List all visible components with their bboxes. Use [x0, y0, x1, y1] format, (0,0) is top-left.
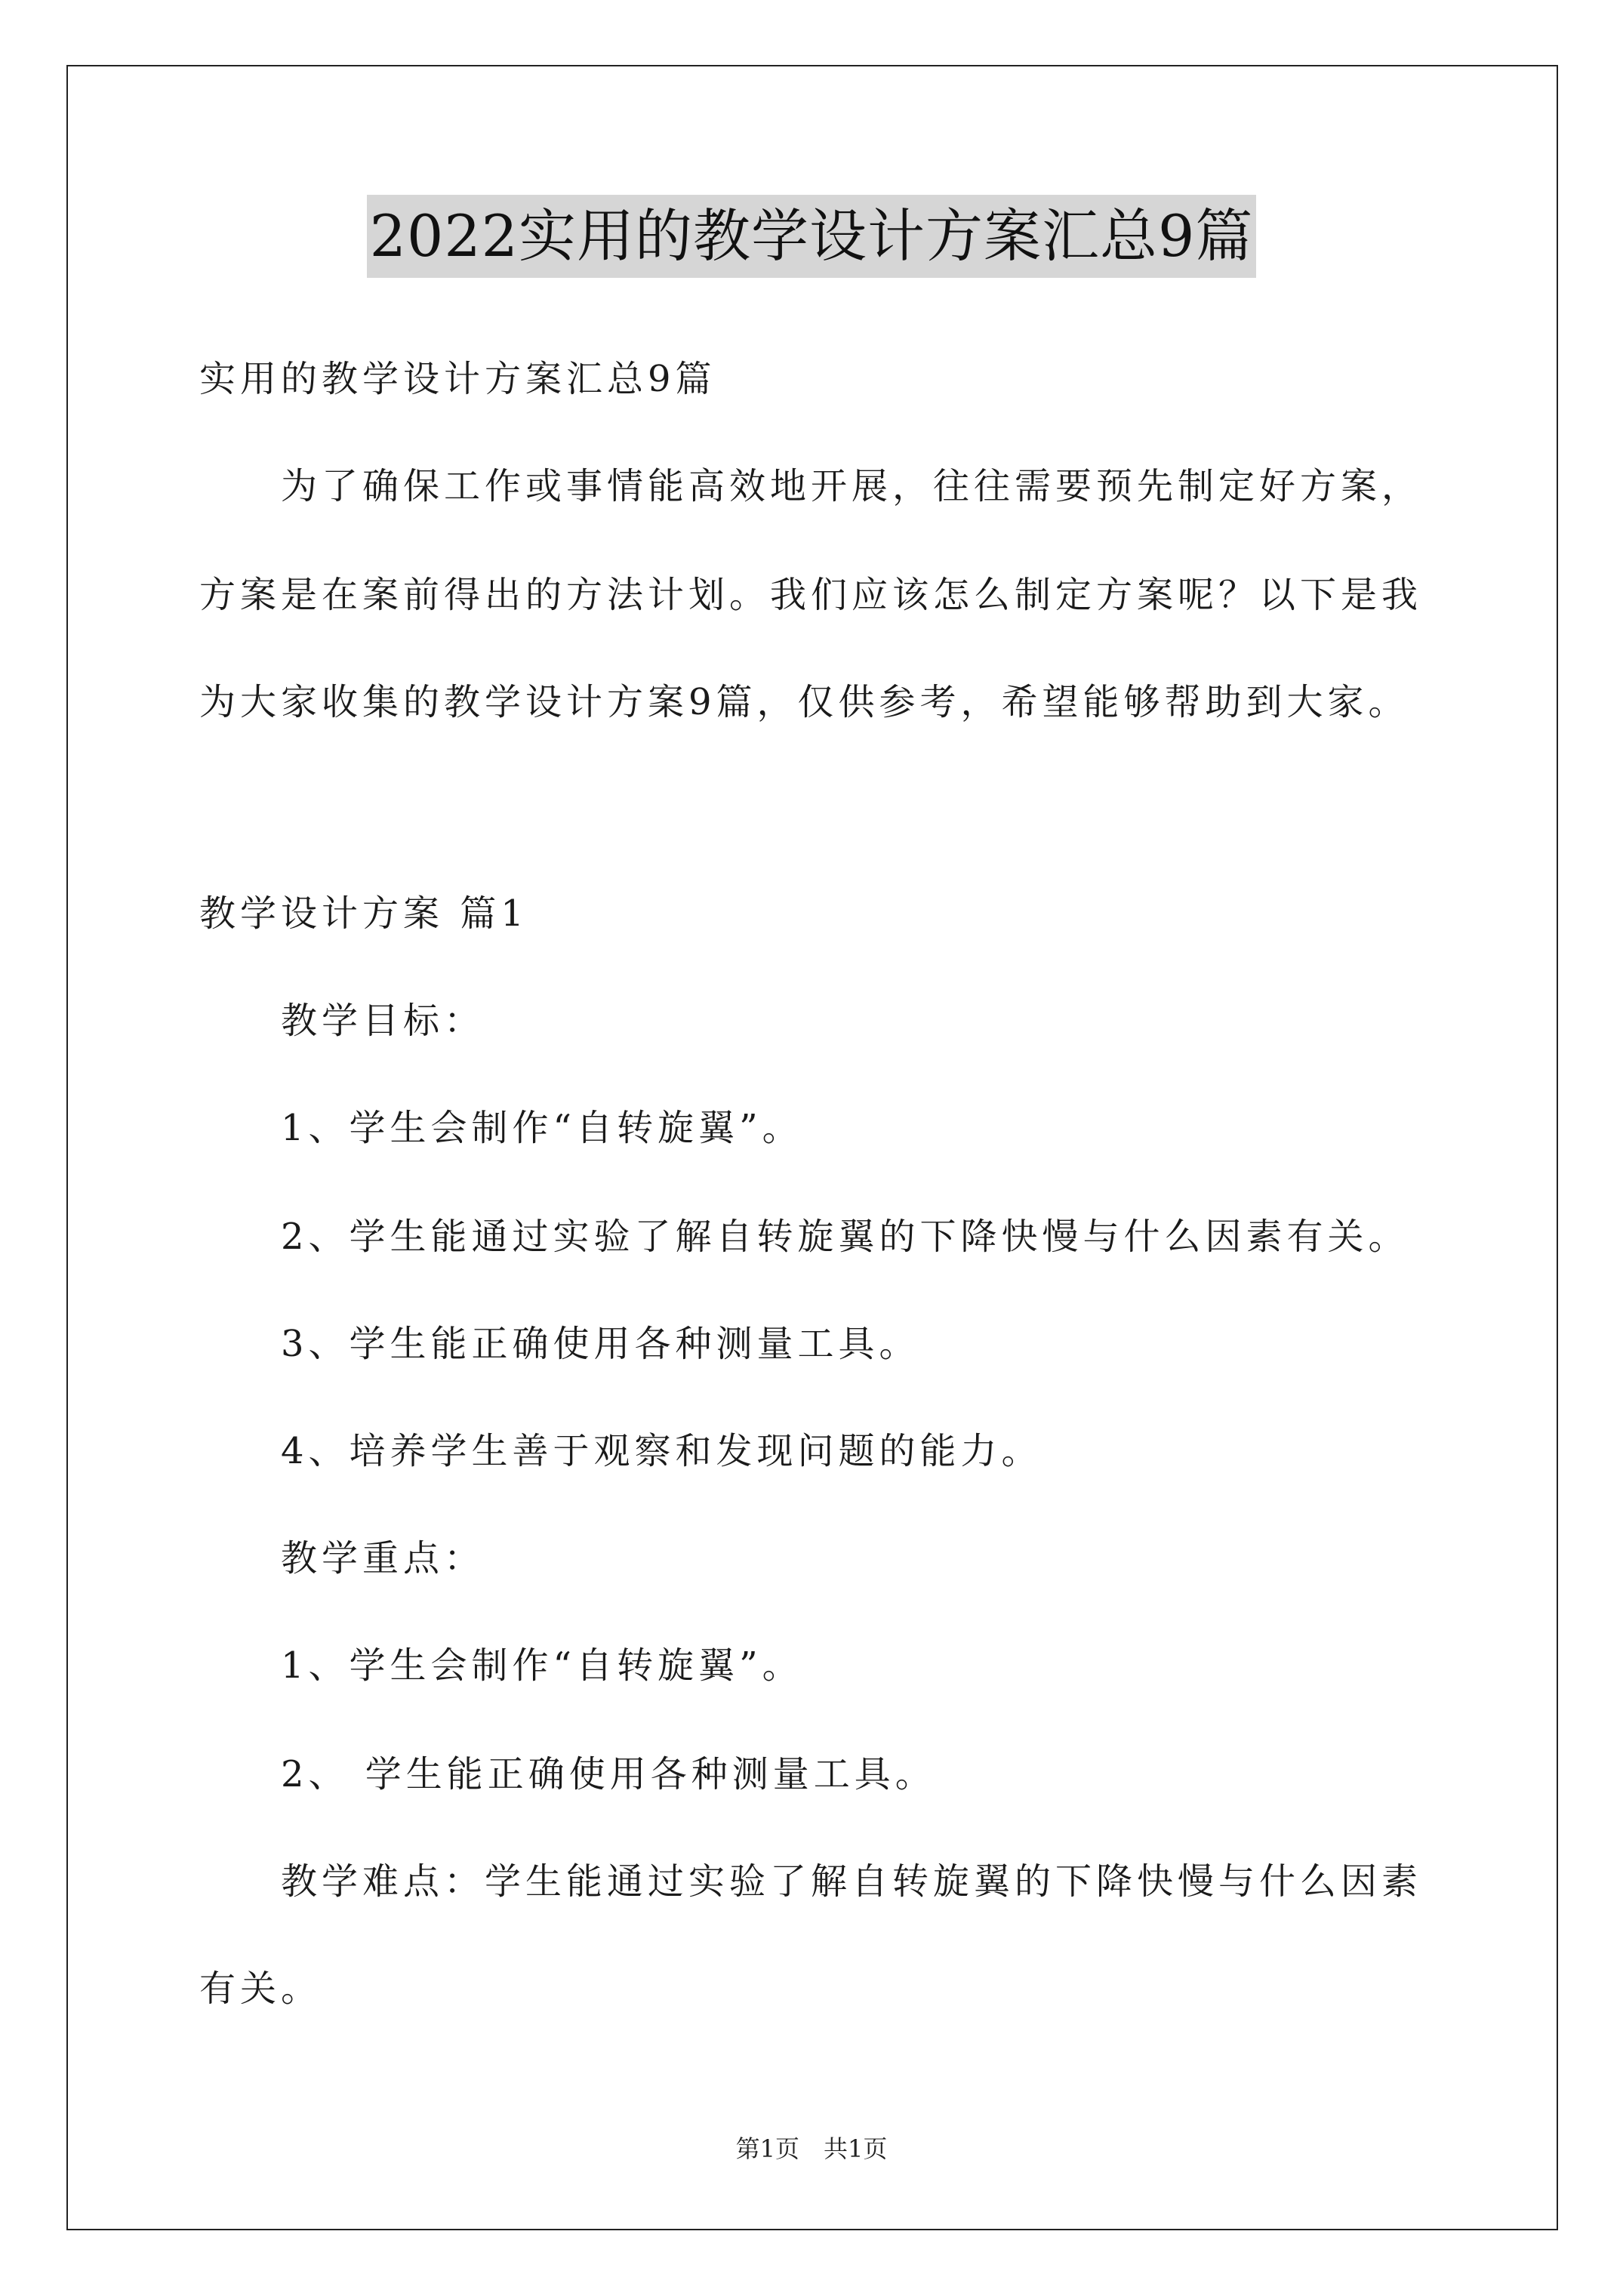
- title-container: [0, 195, 1623, 278]
- page-number-footer: 第1页 共1页: [735, 2134, 888, 2163]
- objective-item-3: 3、学生能正确使用各种测量工具。: [281, 1323, 920, 1365]
- objectives-heading: 教学目标：: [281, 1000, 485, 1042]
- objective-item-1: 1、学生会制作“自转旋翼”。: [281, 1107, 803, 1149]
- intro-line-3: 为大家收集的教学设计方案9篇，仅供参考，希望能够帮助到大家。: [199, 681, 1409, 723]
- objective-item-2: 2、学生能通过实验了解自转旋翼的下降快慢与什么因素有关。: [281, 1216, 1409, 1258]
- intro-line-2: 方案是在案前得出的方法计划。我们应该怎么制定方案呢？以下是我: [199, 574, 1423, 616]
- intro-line-1: 为了确保工作或事情能高效地开展，往往需要预先制定好方案，: [281, 465, 1423, 507]
- document-title: 2022实用的教学设计方案汇总9篇: [367, 195, 1257, 278]
- key-points-heading: 教学重点：: [281, 1537, 485, 1579]
- difficulty-line-2: 有关。: [199, 1968, 322, 2010]
- difficulty-line-1: 教学难点：学生能通过实验了解自转旋翼的下降快慢与什么因素: [281, 1860, 1423, 1903]
- objective-item-4: 4、培养学生善于观察和发现问题的能力。: [281, 1430, 1042, 1472]
- section-heading: 教学设计方案 篇1: [199, 892, 528, 935]
- document-subtitle: 实用的教学设计方案汇总9篇: [199, 358, 716, 400]
- key-point-item-1: 1、学生会制作“自转旋翼”。: [281, 1644, 803, 1687]
- key-point-item-2: 2、 学生能正确使用各种测量工具。: [281, 1753, 936, 1795]
